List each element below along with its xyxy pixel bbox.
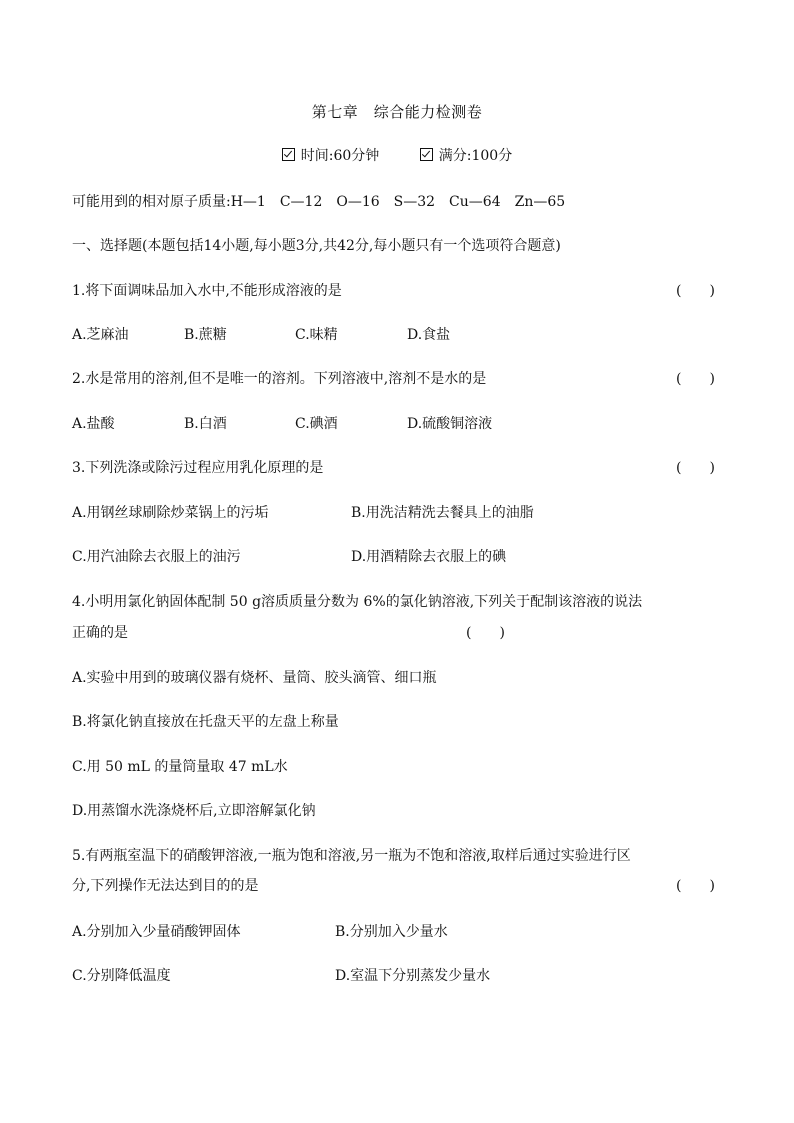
answer-blank-3[interactable]: ( ) (676, 460, 715, 476)
q3-option-a[interactable]: A.用钢丝球刷除炒菜锅上的污垢 (72, 505, 269, 521)
exam-title: 第七章 综合能力检测卷 (311, 103, 483, 121)
exam-meta (0, 146, 794, 166)
answer-blank-2[interactable]: ( ) (676, 371, 715, 387)
q5-option-d[interactable]: D.室温下分别蒸发少量水 (335, 968, 491, 984)
q2-option-c[interactable]: C.碘酒 (295, 416, 338, 432)
q5-option-c[interactable]: C.分别降低温度 (72, 968, 171, 984)
q1-option-a[interactable]: A.芝麻油 (72, 327, 129, 343)
answer-blank-5[interactable]: ( ) (676, 878, 715, 894)
q4-option-d[interactable]: D.用蒸馏水洗涤烧杯后,立即溶解氯化钠 (72, 803, 316, 819)
question-4-stem-line-1: 4.小明用氯化钠固体配制 50 g溶质质量分数为 6%的氯化钠溶液,下列关于配制该溶液的说法 (72, 594, 643, 610)
q4-option-b[interactable]: B.将氯化钠直接放在托盘天平的左盘上称量 (72, 714, 339, 730)
q5-option-b[interactable]: B.分别加入少量水 (335, 924, 448, 940)
time-limit-text: 时间:60分钟 (300, 148, 380, 164)
question-1-stem: 1.将下面调味品加入水中,不能形成溶液的是 (72, 283, 342, 299)
q5-option-a[interactable]: A.分别加入少量硝酸钾固体 (72, 924, 241, 940)
section-heading: 一、选择题(本题包括14小题,每小题3分,共42分,每小题只有一个选项符合题意) (72, 238, 561, 254)
full-score-text: 满分:100分 (438, 148, 513, 164)
checkbox-icon (282, 148, 295, 161)
time-limit (282, 146, 380, 166)
question-5-stem-line-1: 5.有两瓶室温下的硝酸钾溶液,一瓶为饱和溶液,另一瓶为不饱和溶液,取样后通过实验进行区 (72, 848, 631, 864)
q3-option-d[interactable]: D.用酒精除去衣服上的碘 (351, 549, 507, 565)
full-score (420, 146, 512, 166)
q4-option-c[interactable]: C.用 50 mL 的量筒量取 47 mL水 (72, 759, 288, 775)
atomic-masses: 可能用到的相对原子质量:H—1 C—12 O—16 S—32 Cu—64 Zn—65 (72, 194, 566, 210)
q3-option-c[interactable]: C.用汽油除去衣服上的油污 (72, 549, 241, 565)
q2-option-b[interactable]: B.白酒 (184, 416, 227, 432)
question-3-stem: 3.下列洗涤或除污过程应用乳化原理的是 (72, 460, 324, 476)
answer-blank-4[interactable]: ( ) (466, 625, 505, 641)
question-4-stem-line-2: 正确的是 (72, 625, 128, 641)
question-2-stem: 2.水是常用的溶剂,但不是唯一的溶剂。下列溶液中,溶剂不是水的是 (72, 371, 487, 387)
q1-option-b[interactable]: B.蔗糖 (184, 327, 227, 343)
q3-option-b[interactable]: B.用洗洁精洗去餐具上的油脂 (351, 505, 534, 521)
q1-option-d[interactable]: D.食盐 (407, 327, 451, 343)
q2-option-d[interactable]: D.硫酸铜溶液 (407, 416, 493, 432)
answer-blank-1[interactable]: ( ) (676, 283, 715, 299)
q2-option-a[interactable]: A.盐酸 (72, 416, 115, 432)
q1-option-c[interactable]: C.味精 (295, 327, 338, 343)
question-5-stem-line-2: 分,下列操作无法达到目的的是 (72, 878, 259, 894)
checkbox-icon (420, 148, 433, 161)
q4-option-a[interactable]: A.实验中用到的玻璃仪器有烧杯、量筒、胶头滴管、细口瓶 (72, 670, 437, 686)
